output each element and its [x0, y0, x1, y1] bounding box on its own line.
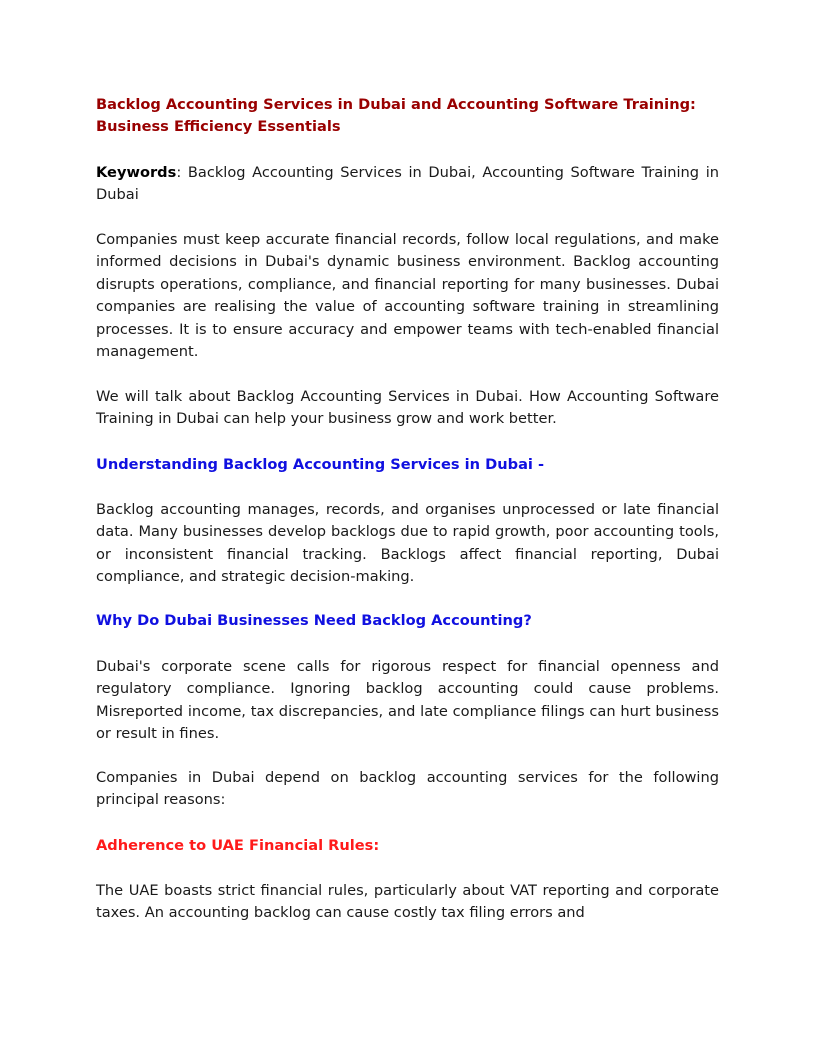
uae-rules-paragraph: The UAE boasts strict financial rules, particularly about VAT reporting and corporate taxes. An accounting backlog can cause costly tax filing errors and	[96, 882, 719, 922]
intro-paragraph: Companies must keep accurate financial records, follow local regulations, and make informed decisions in Dubai's dynamic business environment. Backlog accounting disrupts operations, compliance, and financial reporting for many businesses. Dubai companies are realising the value of accounting software training in streamlining processes. It is to ensure accuracy and empower teams with tech-enabled financial management.	[96, 231, 719, 361]
keywords-paragraph	[96, 162, 719, 207]
subheading-uae-rules: Adherence to UAE Financial Rules:	[96, 837, 380, 854]
keywords-label: Keywords	[96, 164, 177, 181]
document-title: Backlog Accounting Services in Dubai and Accounting Software Training: Business Efficiency Essentials	[96, 96, 696, 136]
keywords-text: : Backlog Accounting Services in Dubai, Accounting Software Training in Dubai	[96, 164, 719, 204]
understanding-paragraph: Backlog accounting manages, records, and organises unprocessed or late financial data. Many businesses develop backlogs due to rapid growth, poor accounting tools, or inconsistent financial tracking. Backlogs affect financial reporting, Dubai compliance, and strategic decision-making.	[96, 501, 719, 586]
overview-paragraph: We will talk about Backlog Accounting Services in Dubai. How Accounting Software Training in Dubai can help your business grow and work better.	[96, 388, 719, 428]
why-paragraph: Dubai's corporate scene calls for rigorous respect for financial openness and regulatory compliance. Ignoring backlog accounting could cause problems. Misreported income, tax discrepancies, and late compliance filings can hurt business or result in fines.	[96, 658, 719, 743]
section-heading-understanding: Understanding Backlog Accounting Services in Dubai -	[96, 456, 545, 473]
section-heading-why: Why Do Dubai Businesses Need Backlog Accounting?	[96, 612, 532, 629]
reasons-paragraph: Companies in Dubai depend on backlog accounting services for the following principal reasons:	[96, 769, 719, 809]
